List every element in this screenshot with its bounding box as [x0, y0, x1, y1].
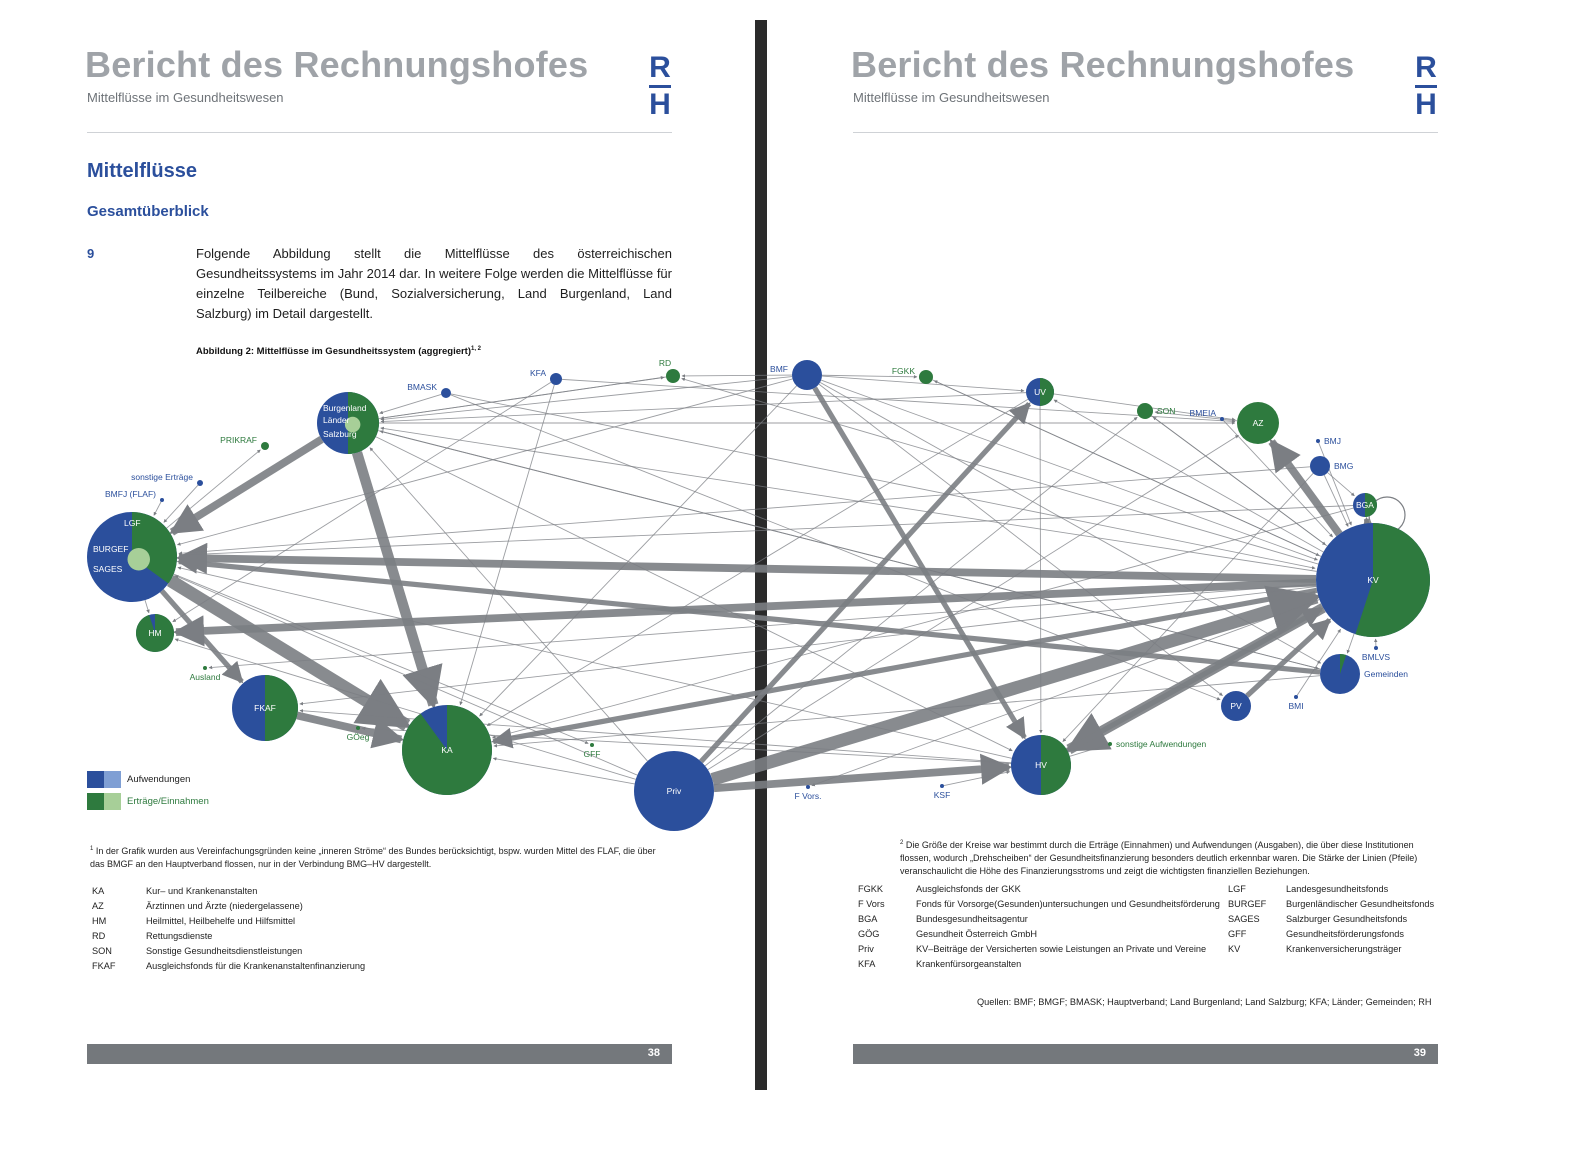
edge-bmfj-flaf--to-lgf	[154, 502, 161, 516]
node-label: BMG	[1334, 461, 1354, 471]
abbreviation-text: Fonds für Vorsorge(Gesunden)untersuchungen und Gesundheitsförderung	[916, 899, 1220, 909]
logo-letter-h: H	[1415, 88, 1437, 121]
node-gff	[584, 743, 601, 759]
node-bmfj-flaf	[105, 489, 164, 502]
header-title-right: Bericht des Rechnungshofes	[851, 44, 1355, 85]
abbreviation-key: SAGES	[1228, 914, 1260, 924]
abbreviation-text: Ausgleichsfonds der GKK	[916, 884, 1021, 894]
node-az	[1237, 402, 1279, 444]
node-sublabel: Salzburg	[323, 428, 357, 439]
footnote-1-mark: 1	[90, 846, 94, 852]
abbreviation-key: SON	[92, 946, 112, 956]
subsection-title: Gesamtüberblick	[87, 203, 209, 220]
edge-uv-to-länder	[381, 393, 1026, 422]
node-label: KFA	[529, 368, 546, 378]
abbreviation-text: Ärztinnen und Ärzte (niedergelassene)	[146, 901, 303, 911]
node-dot	[1374, 646, 1378, 650]
node-label: sonstige Erträge	[131, 472, 193, 482]
abbreviation-text: Rettungsdienste	[146, 931, 213, 941]
node-label: FKAF	[254, 703, 276, 713]
node-lgf	[87, 512, 177, 602]
abbreviation-text: Ausgleichsfonds für die Krankenanstaltenfinanzierung	[146, 961, 366, 971]
edge-bmf-to-lgf	[177, 379, 792, 545]
abbreviation-text: Gesundheit Österreich GmbH	[916, 929, 1038, 939]
node-bmg	[1310, 456, 1353, 476]
logo-letter-r: R	[1415, 51, 1437, 84]
node-label: HV	[1035, 760, 1047, 770]
node-label: KSF	[933, 790, 951, 800]
abbreviation-key: Priv	[858, 944, 874, 954]
node-hm	[136, 614, 174, 652]
node-circle	[1137, 403, 1153, 419]
edge-bmf-to-länder	[381, 377, 792, 420]
node-label: BMF	[770, 364, 788, 374]
abbreviation-text: Salzburger Gesundheitsfonds	[1286, 914, 1408, 924]
edge-länder-to-gemeinden	[378, 431, 1319, 669]
abbreviation-key: HM	[92, 916, 107, 926]
node-label: LGF	[124, 518, 141, 528]
paragraph-text: Folgende Abbildung stellt die Mittelflüsse des österreichischen Gesundheitssystems im Jahr 2014 dar. In weitere Folge werden die Mittelflüsse für einzelne Teilbereiche (Bund, Sozialversicherung, Land Burgenland, Land Salzburg) im Detail dargestellt.	[196, 246, 672, 321]
node-kv	[1316, 523, 1430, 637]
abbreviation-text: Landesgesundheitsfonds	[1286, 884, 1389, 894]
node-dot	[1316, 439, 1320, 443]
node-label: Länder	[323, 415, 350, 425]
edge-bmask-to-kv	[451, 394, 1315, 568]
edge-länder-to-lgf	[172, 439, 322, 532]
edge-kfa-to-az	[562, 379, 1235, 421]
node-circle	[919, 370, 933, 384]
node-circle	[550, 373, 562, 385]
node-dot	[203, 666, 207, 670]
abbreviation-key: BGA	[858, 914, 878, 924]
edge-bmf-to-rd	[682, 375, 792, 376]
abbreviation-key: FKAF	[92, 961, 116, 971]
header-subtitle-right: Mittelflüsse im Gesundheitswesen	[853, 90, 1050, 105]
node-dot	[1108, 742, 1112, 746]
abbreviation-key: RD	[92, 931, 106, 941]
footnote-2-text: Die Größe der Kreise war bestimmt durch die Erträge (Einnahmen) und Aufwendungen (Ausgaben), die über diese Institutionen flossen, wodurch „Drehscheiben“ der Gesundheitsfinanzierung besonders deutlich erkennbar waren. Die Stärke der Linien (Pfeile) veranschaulicht die Höhe des Finanzierungsstroms und zeigt die wichtigsten finanziellen Beziehungen.	[900, 840, 1418, 876]
page-number-right: 39	[1413, 1047, 1426, 1059]
node-label: GÖeg	[346, 732, 370, 742]
node-label: KA	[441, 745, 453, 755]
edge-kv-to-az	[1272, 442, 1340, 534]
node-label: Gemeinden	[1364, 669, 1408, 679]
legend-label-ertraege: Erträge/Einnahmen	[127, 796, 209, 807]
node-circle	[261, 442, 269, 450]
edge-kfa-to-ka	[460, 385, 554, 705]
edge-priv-to-ka	[493, 758, 634, 784]
node-dot	[940, 784, 944, 788]
logo-letter-h: H	[649, 88, 671, 121]
edge-kv-to-gemeinden	[1347, 634, 1354, 653]
node-inner-circle	[128, 548, 151, 571]
logo-letter-r: R	[649, 51, 671, 84]
node-dot	[356, 726, 360, 730]
edge-gemeinden-to-ka	[494, 676, 1320, 746]
node-dot	[806, 785, 810, 789]
node-label: sonstige Aufwendungen	[1116, 739, 1207, 749]
node-f-vors	[795, 785, 822, 801]
node-ka	[402, 705, 492, 795]
abbreviation-key: FGKK	[858, 884, 884, 894]
abbreviation-text: Krankenversicherungsträger	[1286, 944, 1402, 954]
node-label: BMI	[1288, 701, 1304, 711]
abbreviation-text: Kur– und Krankenanstalten	[146, 886, 258, 896]
node-fkaf	[232, 675, 298, 741]
edge-bmf-to-pv	[819, 384, 1223, 695]
node-sublabel: SAGES	[93, 564, 123, 574]
figure-caption-text: Abbildung 2: Mittelflüsse im Gesundheitssystem (aggregiert)	[196, 346, 472, 358]
node-kfa	[530, 368, 562, 385]
node-uv	[1026, 378, 1054, 406]
node-bga	[1353, 493, 1377, 517]
node-label: HM	[148, 628, 162, 638]
node-circle	[792, 360, 822, 390]
node-prikraf	[220, 435, 269, 450]
abbreviation-text: Bundesgesundheitsagentur	[916, 914, 1028, 924]
node-label: F Vors.	[794, 791, 822, 801]
node-label: Ausland	[189, 672, 221, 682]
abbreviation-text: KV–Beiträge der Versicherten sowie Leistungen an Private und Vereine	[916, 944, 1207, 954]
node-label: BMASK	[407, 382, 437, 392]
edge-bmf-to-ka	[480, 386, 797, 716]
node-label: PRIKRAF	[220, 435, 257, 445]
footnote-1-text: In der Grafik wurden aus Vereinfachungsgründen keine „inneren Ströme“ des Bundes berücksichtigt, bspw. wurden Mittel des FLAF, die über das BMGF an den Hauptverband flossen, nur in der Verbindung BMG–HV dargestellt.	[90, 846, 656, 869]
node-label: BMEIA	[1189, 408, 1216, 418]
node-circle	[441, 388, 451, 398]
abbreviation-key: F Vors	[858, 899, 885, 909]
node-label: GFF	[583, 749, 601, 759]
abbreviation-key: GÖG	[858, 929, 880, 939]
node-bmi	[1288, 695, 1303, 711]
node-label: AZ	[1252, 418, 1264, 428]
node-label: BMFJ (FLAF)	[105, 489, 156, 499]
abbreviation-key: GFF	[1228, 929, 1247, 939]
node-circle	[1310, 456, 1330, 476]
node-bmlvs	[1362, 646, 1391, 662]
node-sublabel: Burgenland	[323, 403, 367, 414]
node-ausland	[190, 666, 221, 682]
node-dot	[1294, 695, 1298, 699]
edge-kv-to-rd	[682, 379, 1319, 565]
node-label: SON	[1157, 406, 1176, 416]
legend-label-aufwendungen: Aufwendungen	[127, 774, 191, 785]
abbreviation-key: BURGEF	[1228, 899, 1267, 909]
abbreviation-text: Burgenländischer Gesundheitsfonds	[1286, 899, 1435, 909]
node-bmask	[407, 382, 451, 398]
node-label: RD	[658, 358, 672, 368]
footnote-2-mark: 2	[900, 840, 904, 846]
node-rd	[659, 358, 680, 383]
abbreviation-key: KA	[92, 886, 105, 896]
node-label: PV	[1230, 701, 1242, 711]
node-label: BMJ	[1324, 436, 1341, 446]
node-label: FGKK	[891, 366, 915, 376]
abbreviation-key: KFA	[858, 959, 876, 969]
figure-caption-sup: 1, 2	[471, 346, 482, 352]
node-label: BGA	[1356, 500, 1374, 510]
edge-bga-to-lgf	[179, 506, 1353, 556]
node-sonstige-aufwendungen	[1108, 739, 1207, 749]
sources-line: Quellen: BMF; BMGF; BMASK; Hauptverband; Land Burgenland; Land Salzburg; KFA; Länder; Gemeinden; RH	[977, 997, 1432, 1007]
node-dot	[197, 480, 203, 486]
node-label: Priv	[666, 786, 682, 796]
node-label: BMLVS	[1361, 652, 1391, 662]
abbreviation-key: LGF	[1228, 884, 1246, 894]
node-ksf	[934, 784, 951, 800]
abbreviation-text: Heilmittel, Heilbehelfe und Hilfsmittel	[146, 916, 296, 926]
abbreviation-key: KV	[1228, 944, 1241, 954]
node-priv	[634, 751, 714, 831]
abbreviation-text: Gesundheitsförderungsfonds	[1286, 929, 1404, 939]
abbreviation-text: Krankenfürsorgeanstalten	[916, 959, 1022, 969]
node-dot	[590, 743, 594, 747]
node-label: KV	[1367, 575, 1379, 585]
edge-lgf-to-hm	[145, 600, 149, 613]
header-title: Bericht des Rechnungshofes	[85, 44, 589, 85]
node-sonstige-erträge	[131, 472, 203, 486]
node-länder	[317, 392, 379, 454]
section-title: Mittelflüsse	[87, 160, 198, 182]
node-dot	[1220, 417, 1224, 421]
abbreviation-key: AZ	[92, 901, 104, 911]
header-subtitle: Mittelflüsse im Gesundheitswesen	[87, 90, 284, 105]
node-dot	[160, 498, 164, 502]
abbreviation-text: Sonstige Gesundheitsdienstleistungen	[146, 946, 303, 956]
node-pv	[1221, 691, 1251, 721]
node-circle	[666, 369, 680, 383]
node-label: UV	[1034, 387, 1046, 397]
edge-bmask-to-pv	[451, 395, 1221, 700]
edge-bmf-to-kv	[821, 380, 1317, 560]
page-number: 38	[647, 1047, 660, 1059]
node-hv	[1011, 735, 1071, 795]
node-sublabel: BURGEF	[93, 544, 129, 554]
paragraph-number: 9	[87, 246, 95, 261]
